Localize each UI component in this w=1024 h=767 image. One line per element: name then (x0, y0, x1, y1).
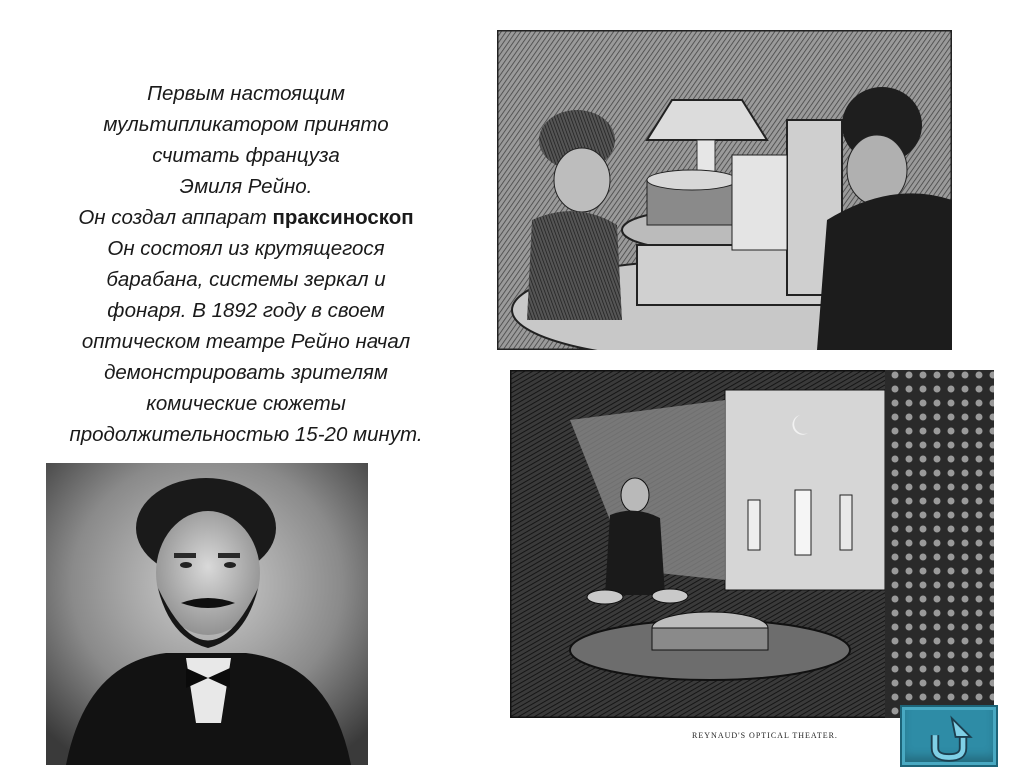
text-line-11: комические сюжеты (146, 392, 346, 415)
slide-body-text (30, 78, 462, 450)
optical-theater-illustration (510, 370, 994, 718)
praxinoscope-illustration (497, 30, 952, 350)
text-line-8: фонаря. В 1892 году в своем (107, 299, 385, 322)
text-line-9: оптическом театре Рейно начал (81, 330, 411, 353)
text-line-5 (30, 202, 462, 233)
text-line-1: Первым настоящим (147, 82, 345, 105)
text-line-12: продолжительностью 15-20 минут. (69, 423, 423, 446)
text-line-10: демонстрировать зрителям (104, 361, 388, 384)
text-line-2: мультипликатором принято (103, 113, 389, 136)
text-line-6: Он состоял из крутящегося (107, 237, 385, 260)
return-arrow-icon (902, 707, 996, 765)
text-line-3: считать француза (152, 144, 340, 167)
reynaud-portrait (46, 463, 368, 765)
text-line-4: Эмиля Рейно. (179, 175, 313, 198)
praxinoscope-term: праксиноскоп (272, 206, 414, 229)
return-button[interactable] (900, 705, 998, 767)
text-line-5-prefix: Он создал аппарат (78, 206, 273, 229)
theater-caption: REYNAUD'S OPTICAL THEATER. (692, 731, 838, 740)
text-line-7: барабана, системы зеркал и (106, 268, 386, 291)
